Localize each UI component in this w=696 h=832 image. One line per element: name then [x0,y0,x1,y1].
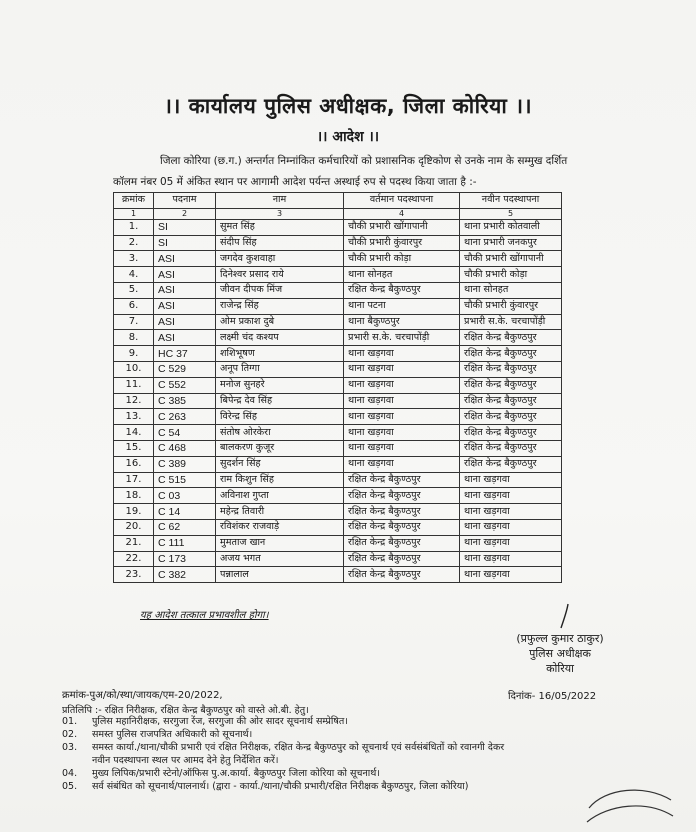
cell-name: अजय भगत [216,551,344,567]
table-row [114,440,562,456]
cell-new-posting: थाना प्रभारी जनकपुर [460,235,562,251]
cell-current-posting: चौकी प्रभारी कुंवारपुर [344,235,460,251]
cell-name: दिनेश्वर प्रसाद राये [216,267,344,283]
cell-name: लक्ष्मी चंद कश्यप [216,330,344,346]
cell-rank: C 529 [154,361,216,377]
cell-current-posting: थाना बैकुण्ठपुर [344,314,460,330]
cell-current-posting: थाना पटना [344,298,460,314]
table-row [114,282,562,298]
transfer-table [113,192,562,583]
copy-item [62,768,662,781]
cell-name: संदीप सिंह [216,235,344,251]
cell-current-posting: रक्षित केन्द्र बैकुण्ठपुर [344,282,460,298]
cell-current-posting: थाना खड़गवा [344,346,460,362]
cell-current-posting: थाना खड़गवा [344,361,460,377]
cell-new-posting: रक्षित केन्द्र बैकुण्ठपुर [460,361,562,377]
cell-serial: 21. [114,535,154,551]
cell-name: सुमत सिंह [216,219,344,235]
cell-new-posting: रक्षित केन्द्र बैकुण्ठपुर [460,330,562,346]
cell-new-posting: रक्षित केन्द्र बैकुण्ठपुर [460,440,562,456]
cell-rank: ASI [154,282,216,298]
cell-name: राजेन्द्र सिंह [216,298,344,314]
copy-item [62,716,662,729]
col-number: 4 [344,208,460,219]
cell-new-posting: चौकी प्रभारी खोंगापानी [460,251,562,267]
copy-item [62,781,662,794]
order-heading: ।। आदेश ।। [316,129,380,145]
intro-line-2: कॉलम नंबर 05 में अंकित स्थान पर आगामी आदेश पर्यन्त अस्थाई रुप से पदस्थ किया जाता है :- [113,176,477,188]
table-row [114,219,562,235]
copy-item-number: 02. [62,728,78,740]
cell-name: बालकरण कुजूर [216,440,344,456]
copy-item-number [62,755,92,768]
table-row [114,488,562,504]
cell-new-posting: थाना खड़गवा [460,504,562,520]
table-row [114,535,562,551]
copy-list [62,716,662,793]
cell-rank: C 382 [154,567,216,583]
table-row [114,456,562,472]
cell-rank: C 389 [154,456,216,472]
cell-current-posting: रक्षित केन्द्र बैकुण्ठपुर [344,472,460,488]
cell-new-posting: रक्षित केन्द्र बैकुण्ठपुर [460,456,562,472]
cell-serial: 15. [114,440,154,456]
cell-current-posting: रक्षित केन्द्र बैकुण्ठपुर [344,519,460,535]
col-number: 5 [460,208,562,219]
cell-name: जगदेव कुशवाहा [216,251,344,267]
cell-new-posting: रक्षित केन्द्र बैकुण्ठपुर [460,409,562,425]
signature-mark [558,603,572,629]
cell-rank: HC 37 [154,346,216,362]
col-header-current-posting: वर्तमान पदस्थापना [344,193,460,209]
table-row [114,298,562,314]
cell-name: ओम प्रकाश दुबे [216,314,344,330]
table-header-row [114,193,562,209]
cell-current-posting: थाना खड़गवा [344,409,460,425]
cell-name: संतोष ओरकेरा [216,425,344,441]
cell-serial: 16. [114,456,154,472]
cell-serial: 2. [114,235,154,251]
cell-rank: C 515 [154,472,216,488]
cell-new-posting: रक्षित केन्द्र बैकुण्ठपुर [460,346,562,362]
cell-name: बिपेन्द्र देव सिंह [216,393,344,409]
cell-current-posting: चौकी प्रभारी कोड़ा [344,251,460,267]
copy-item-text: समस्त कार्या./थाना/चौकी प्रभारी एवं रक्षित निरीक्षक, रक्षित केन्द्र बैकुण्ठपुर को सूचनार्थ एवं सर्वसंबंधितों को रवानगी देकर [92,741,505,753]
cell-current-posting: रक्षित केन्द्र बैकुण्ठपुर [344,551,460,567]
cell-rank: C 552 [154,377,216,393]
col-number: 1 [114,208,154,219]
col-header-name: नाम [216,193,344,209]
table-row [114,551,562,567]
cell-serial: 6. [114,298,154,314]
cell-serial: 22. [114,551,154,567]
table-column-number-row [114,208,562,219]
col-header-rank: पदनाम [154,193,216,209]
cell-new-posting: थाना प्रभारी कोतवाली [460,219,562,235]
cell-serial: 20. [114,519,154,535]
cell-current-posting: रक्षित केन्द्र बैकुण्ठपुर [344,567,460,583]
cell-name: पन्नालाल [216,567,344,583]
table-row [114,330,562,346]
cell-current-posting: थाना खड़गवा [344,440,460,456]
cell-rank: C 54 [154,425,216,441]
cell-new-posting: रक्षित केन्द्र बैकुण्ठपुर [460,425,562,441]
cell-rank: ASI [154,330,216,346]
copy-item-number: 01. [62,716,78,727]
cell-name: अविनाश गुप्ता [216,488,344,504]
cell-rank: ASI [154,298,216,314]
cell-serial: 17. [114,472,154,488]
copy-item-text: नवीन पदस्थापना स्थल पर आमद देने हेतु निर्देशित करें। [92,754,279,766]
signatory-designation: पुलिस अधीक्षक [529,646,591,660]
reference-number: क्रमांक-पुअ/को/स्था/जायक/एम-20/2022, [62,690,223,701]
copy-item-text: पुलिस महानिरीक्षक, सरगुजा रेंज, सरगुजा की ओर सादर सूचनार्थ सम्प्रेषित। [92,716,348,727]
table-row [114,377,562,393]
cell-name: रविशंकर राजवाड़े [216,519,344,535]
copy-heading: प्रतिलिपि :- रक्षित निरीक्षक, रक्षित केन्द्र बैकुण्ठपुर को वास्ते ओ.बी. हेतु। [62,705,309,716]
cell-serial: 3. [114,251,154,267]
table-row [114,361,562,377]
cell-rank: SI [154,235,216,251]
cell-name: मुमताज खान [216,535,344,551]
cell-serial: 23. [114,567,154,583]
col-number: 3 [216,208,344,219]
cell-rank: C 263 [154,409,216,425]
cell-new-posting: चौकी प्रभारी कुंवारपुर [460,298,562,314]
cell-rank: SI [154,219,216,235]
cell-current-posting: थाना खड़गवा [344,456,460,472]
effect-note: यह आदेश तत्काल प्रभावशील होगा। [140,610,269,621]
cell-new-posting: रक्षित केन्द्र बैकुण्ठपुर [460,393,562,409]
cell-name: विरेन्द्र सिंह [216,409,344,425]
cell-rank: ASI [154,251,216,267]
cell-current-posting: चौकी प्रभारी खोंगापानी [344,219,460,235]
cell-current-posting: रक्षित केन्द्र बैकुण्ठपुर [344,504,460,520]
cell-new-posting: थाना खड़गवा [460,488,562,504]
signatory-district: कोरिया [546,661,574,675]
cell-new-posting: थाना खड़गवा [460,519,562,535]
cell-current-posting: थाना खड़गवा [344,377,460,393]
copy-item [62,729,662,742]
signature-block [485,632,635,677]
col-header-serial: क्रमांक [114,193,154,209]
table-row [114,251,562,267]
cell-serial: 11. [114,377,154,393]
col-number: 2 [154,208,216,219]
table-row [114,235,562,251]
copy-item-text: समस्त पुलिस राजपत्रित अधिकारी को सूचनार्थ। [92,728,253,740]
cell-rank: C 468 [154,440,216,456]
table-row [114,314,562,330]
table-row [114,409,562,425]
cell-serial: 12. [114,393,154,409]
cell-rank: C 173 [154,551,216,567]
table-body [114,219,562,582]
cell-rank: ASI [154,314,216,330]
table-row [114,567,562,583]
cell-rank: C 62 [154,519,216,535]
cell-rank: C 14 [154,504,216,520]
copy-item-text: मुख्य लिपिक/प्रभारी स्टेनो/ऑफिस पु.अ.कार्या. बैकुण्ठपुर जिला कोरिया को सूचनार्थ। [92,767,380,779]
cell-current-posting: थाना खड़गवा [344,425,460,441]
cell-name: अनूप तिग्गा [216,361,344,377]
cell-current-posting: रक्षित केन्द्र बैकुण्ठपुर [344,535,460,551]
cell-serial: 4. [114,267,154,283]
cell-current-posting: थाना सोनहत [344,267,460,283]
table-row [114,472,562,488]
cell-serial: 18. [114,488,154,504]
table-row [114,425,562,441]
table-row [114,346,562,362]
copy-item-number: 05. [62,780,78,792]
cell-serial: 5. [114,282,154,298]
cell-new-posting: थाना खड़गवा [460,472,562,488]
cell-name: सुदर्शन सिंह [216,456,344,472]
col-header-new-posting: नवीन पदस्थापना [460,193,562,209]
cell-serial: 10. [114,361,154,377]
office-title: ।। कार्यालय पुलिस अधीक्षक, जिला कोरिया ।। [163,94,533,118]
cell-serial: 8. [114,330,154,346]
cell-name: मनोज सुनहरे [216,377,344,393]
cell-new-posting: चौकी प्रभारी कोड़ा [460,267,562,283]
cell-serial: 13. [114,409,154,425]
cell-serial: 9. [114,346,154,362]
table-row [114,519,562,535]
cell-current-posting: प्रभारी स.के. चरचापोंड़ी [344,330,460,346]
cell-new-posting: थाना खड़गवा [460,535,562,551]
cell-new-posting: थाना सोनहत [460,282,562,298]
copy-item-number: 03. [62,741,78,753]
copy-item [62,755,662,768]
office-seal [585,778,675,828]
cell-serial: 19. [114,504,154,520]
cell-current-posting: थाना खड़गवा [344,393,460,409]
cell-new-posting: थाना खड़गवा [460,567,562,583]
intro-line-1: जिला कोरिया (छ.ग.) अन्तर्गत निम्नांकित कर्मचारियों को प्रशासनिक दृष्टिकोण से उनके नाम के सम्मुख दर्शित [160,155,568,167]
cell-new-posting: प्रभारी स.के. चरचापोंड़ी [460,314,562,330]
cell-name: जीवन दीपक मिंज [216,282,344,298]
cell-serial: 14. [114,425,154,441]
table-row [114,267,562,283]
cell-new-posting: रक्षित केन्द्र बैकुण्ठपुर [460,377,562,393]
cell-name: महेन्द्र तिवारी [216,504,344,520]
copy-item-text: सर्व संबंधित को सूचनार्थ/पालनार्थ। (द्वारा - कार्या./थाना/चौकी प्रभारी/रक्षित निरीक्षक बैकुण्ठपुर, जिला कोरिया) [92,780,469,792]
copy-item-number: 04. [62,767,78,779]
order-date: दिनांक- 16/05/2022 [508,691,597,702]
signatory-name: (प्रफुल्ल कुमार ठाकुर) [516,632,604,645]
cell-rank: ASI [154,267,216,283]
table-row [114,393,562,409]
cell-name: शशिभूषण [216,346,344,362]
copy-item [62,742,662,755]
cell-serial: 7. [114,314,154,330]
cell-current-posting: रक्षित केन्द्र बैकुण्ठपुर [344,488,460,504]
cell-name: राम किशुन सिंह [216,472,344,488]
cell-rank: C 111 [154,535,216,551]
cell-new-posting: थाना खड़गवा [460,551,562,567]
cell-serial: 1. [114,219,154,235]
table-row [114,504,562,520]
cell-rank: C 03 [154,488,216,504]
cell-rank: C 385 [154,393,216,409]
